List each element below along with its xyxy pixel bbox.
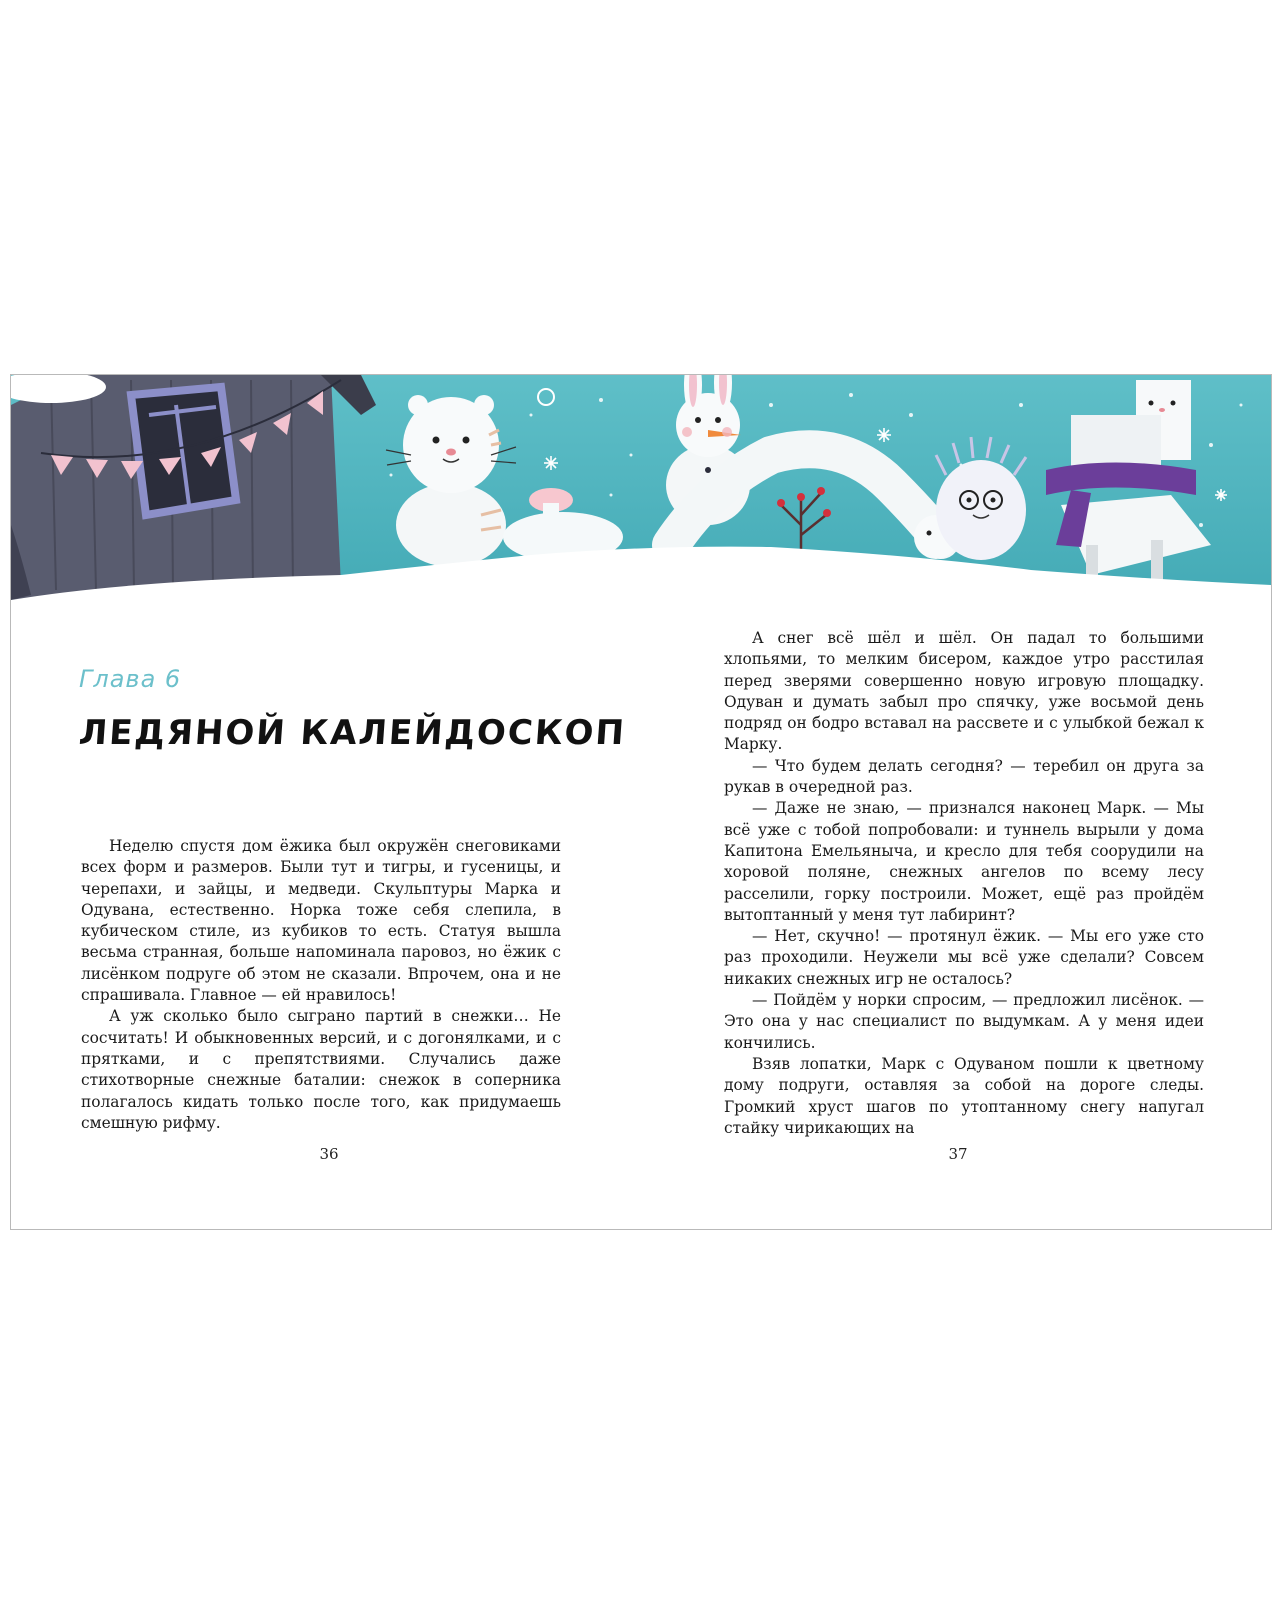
paragraph: — Пойдём у норки спросим, — предложил лисёнок. — Это она у нас специалист по выдумкам. А у меня идеи кончились. [724,991,1204,1052]
paragraph: — Что будем делать сегодня? — теребил он друга за рукав в очередной раз. [724,756,1204,797]
paragraph: — Нет, скучно! — протянул ёжик. — Мы его уже сто раз проходили. Неужели мы всё уже сделали? Совсем никаких снежных игр не осталось? [724,927,1204,988]
winter-illustration [11,375,1271,645]
chapter-title: ЛЕДЯНОЙ КАЛЕЙДОСКОП [77,713,628,753]
page-number-right: 37 [948,1145,968,1163]
right-page-text [724,628,1204,1139]
page-number-left: 36 [319,1145,339,1163]
left-page-text [81,836,561,1134]
paragraph: Взяв лопатки, Марк с Одуваном пошли к цветному дому подруги, оставляя за собой на дороге следы. Громкий хруст шагов по утоптанному снегу напугал стайку чирикающих на [724,1054,1204,1137]
book-spread [10,374,1272,1230]
chapter-label: Глава 6 [79,665,182,693]
paragraph: — Даже не знаю, — признался наконец Марк. — Мы всё уже с тобой попробовали: и туннель вырыли у дома Капитона Емельяныча, и кресло для тебя соорудили на хоровой поляне, снежных ангелов по всему лесу расселили, горку построили. Может, ещё раз пройдём вытоптанный у меня тут лабиринт? [724,799,1204,924]
paragraph: Неделю спустя дом ёжика был окружён снеговиками всех форм и размеров. Были тут и тигры, и гусеницы, и черепахи, и зайцы, и медведи. Скульптуры Марка и Одувана, естественно. Норка тоже себя слепила, в кубическом стиле, из кубиков то есть. Статуя вышла весьма странная, больше напоминала паровоз, но ёжик с лисёнком подруге об этом не сказали. Впрочем, она и не спрашивала. Главное — ей нравилось! [81,837,561,1005]
paragraph: А уж сколько было сыграно партий в снежки… Не сосчитать! И обыкновенных версий, и с догонялками, и с прятками, и с препятствиями. Случались даже стихотворные снежные баталии: снежок в соперника полагалось кидать только после того, как придумаешь смешную рифму. [81,1007,561,1132]
paragraph: А снег всё шёл и шёл. Он падал то большими хлопьями, то мелким бисером, каждое утро расстилая перед зверями совершенно новую игровую площадку. Одуван и думать забыл про спячку, уже восьмой день подряд он бодро вставал на рассвете и с улыбкой бежал к Марку. [724,629,1204,754]
